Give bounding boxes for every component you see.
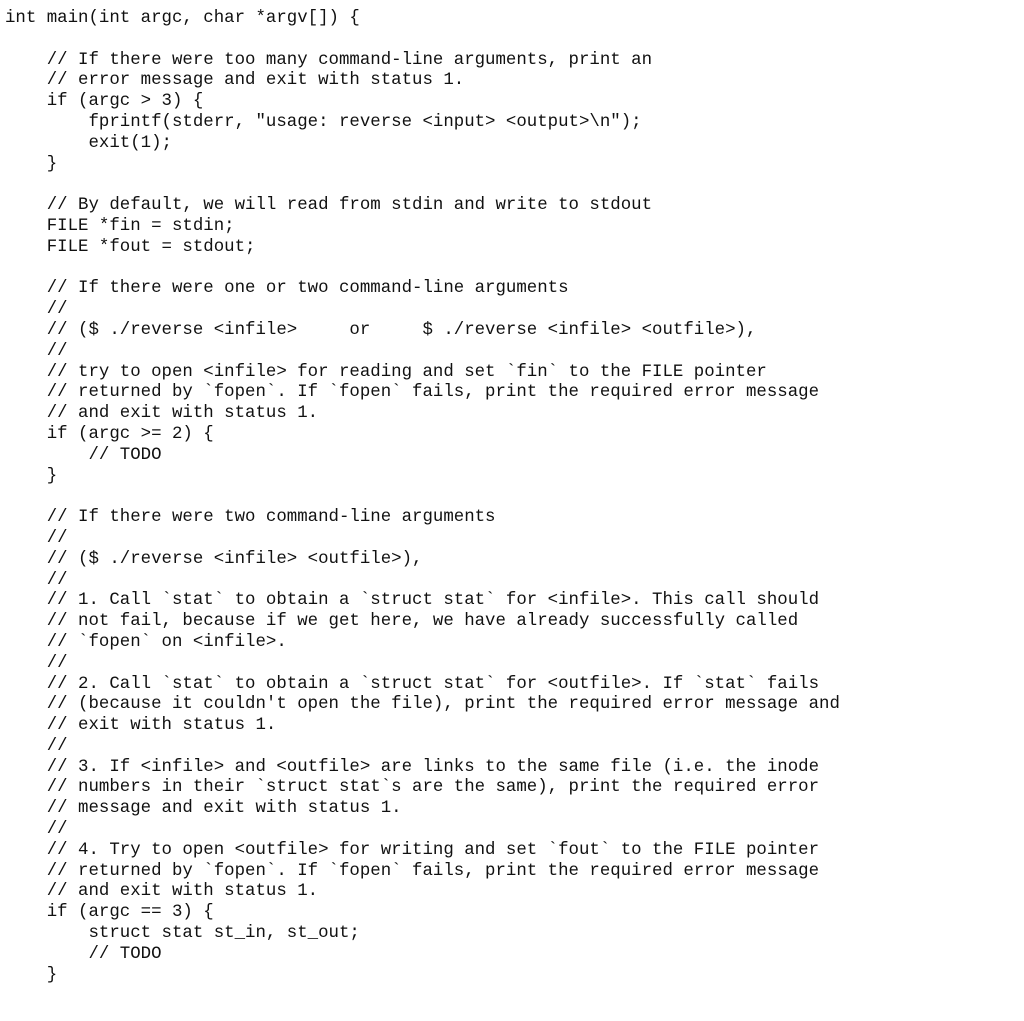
code-line: // `fopen` on <infile>. [5,632,287,652]
code-line: // and exit with status 1. [5,404,319,424]
code-line: FILE *fout = stdout; [5,237,256,257]
code-line: // exit with status 1. [5,716,277,736]
code-line: // [5,341,68,361]
code-line: // try to open <infile> for reading and set `fin` to the FILE pointer [5,362,767,382]
code-line: // (because it couldn't open the file), print the required error message and [5,695,840,715]
code-line: FILE *fin = stdin; [5,216,235,236]
code-line: // [5,653,68,673]
code-line: // 4. Try to open <outfile> for writing and set `fout` to the FILE pointer [5,840,820,860]
code-line: int main(int argc, char *argv[]) { [5,9,360,28]
code-line: // and exit with status 1. [5,882,319,902]
code-line: // returned by `fopen`. If `fopen` fails, print the required error message [5,861,820,881]
code-line: // 3. If <infile> and <outfile> are links to the same file (i.e. the inode [5,757,820,777]
code-line: } [5,965,58,985]
code-line: // ($ ./reverse <infile> or $ ./reverse <infile> <outfile>), [5,320,757,340]
code-line: // TODO [5,445,162,465]
code-line: // If there were too many command-line arguments, print an [5,50,653,70]
code-line: // [5,736,68,756]
code-line: // returned by `fopen`. If `fopen` fails, print the required error message [5,383,820,403]
code-line: // ($ ./reverse <infile> <outfile>), [5,549,423,569]
code-line: // numbers in their `struct stat`s are the same), print the required error [5,778,820,798]
code-line: struct stat st_in, st_out; [5,924,360,944]
code-line: fprintf(stderr, "usage: reverse <input> <output>\n"); [5,112,642,132]
code-line: // 1. Call `stat` to obtain a `struct stat` for <infile>. This call should [5,591,820,611]
code-line: // not fail, because if we get here, we have already successfully called [5,612,799,632]
code-line: // If there were one or two command-line arguments [5,279,569,299]
code-line: } [5,154,58,174]
code-line: // [5,528,68,548]
code-line: if (argc == 3) { [5,903,214,923]
code-line [5,259,840,280]
code-line: // 2. Call `stat` to obtain a `struct stat` for <outfile>. If `stat` fails [5,674,820,694]
code-listing [5,9,840,986]
code-line: } [5,466,58,486]
code-line: // message and exit with status 1. [5,799,402,819]
code-line [5,30,840,51]
code-line [5,175,840,196]
code-line: // TODO [5,944,162,964]
code-line: // By default, we will read from stdin and write to stdout [5,196,653,216]
code-line: if (argc >= 2) { [5,424,214,444]
code-line: // [5,300,68,320]
code-line: // [5,820,68,840]
code-line: // error message and exit with status 1. [5,71,465,91]
code-line [5,487,840,508]
code-line: exit(1); [5,133,172,153]
code-line: if (argc > 3) { [5,92,204,112]
code-line: // If there were two command-line arguments [5,508,496,528]
code-line: // [5,570,68,590]
